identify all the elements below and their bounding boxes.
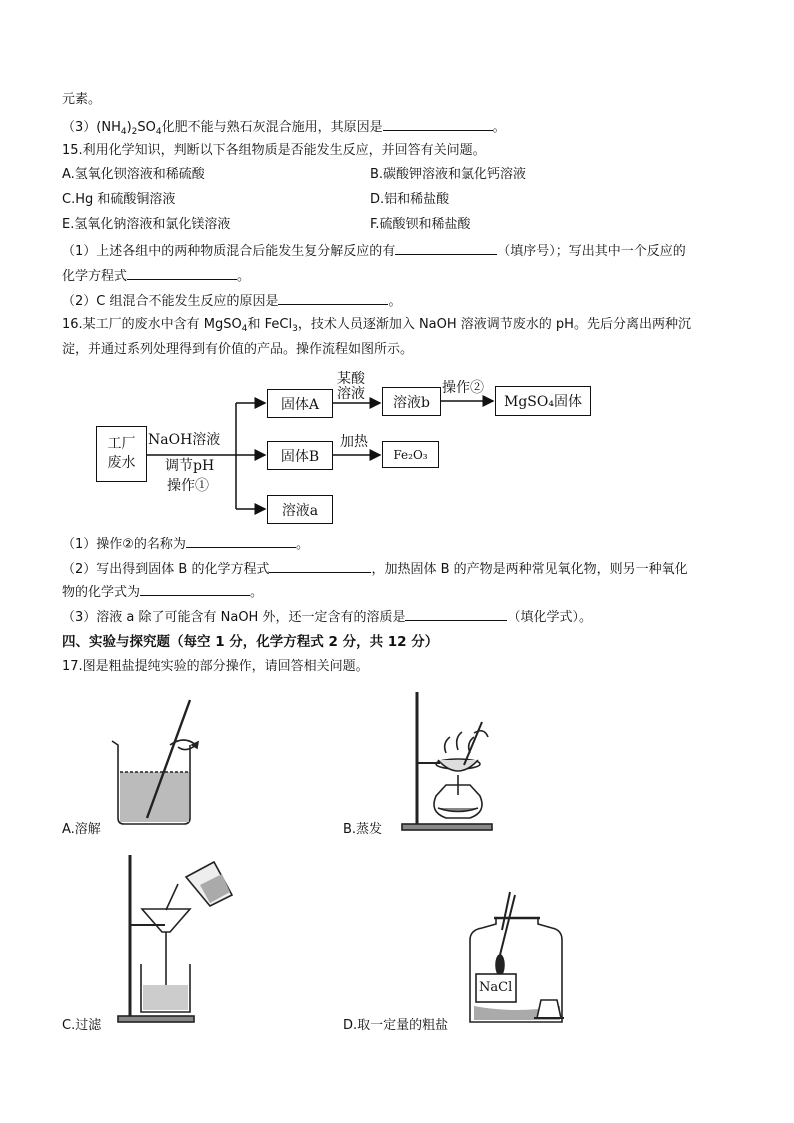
question-16-cont: 淀，并通过系列处理得到有价值的产品。操作流程如图所示。 (62, 342, 414, 357)
option-d: D.铝和稀盐酸 (370, 192, 450, 207)
mgso4-solid-box: MgSO₄固体 (495, 386, 591, 416)
operation-2-label: 操作② (442, 380, 484, 396)
question-15-2: （2）C 组混合不能发生反应的原因是 。 (62, 291, 402, 311)
heat-label: 加热 (340, 434, 368, 450)
operation-1-label: 操作① (167, 478, 209, 494)
option-b: B.碳酸钾溶液和氯化钙溶液 (370, 167, 527, 182)
acid-label-2: 溶液 (337, 386, 365, 402)
question-14-3: $(3)(NH_4)_2SO_4$化肥不能与熟石灰混合施用，其原因是 。 (62, 117, 506, 141)
naoh-label: NaOH溶液 (148, 432, 221, 448)
question-16: 16.某工厂的废水中含有 MgSO$_4$和 FeCl$_3$，技术人员逐渐加入 NaOH 溶液调节废水的 pH。先后分离出两种沉 (62, 317, 691, 334)
filtration-figure (118, 855, 232, 1022)
figure-a-label: A.溶解 (62, 822, 101, 837)
question-16-2: （2）写出得到固体 B 的化学方程式 ，加热固体 B 的产物是两种常见氧化物，则另一种氧化 (62, 559, 688, 579)
fe2o3-box: Fe₂O₃ (382, 441, 439, 468)
question-16-1: （1）操作②的名称为 。 (62, 534, 309, 554)
adjust-ph-label: 调节pH (165, 458, 215, 474)
option-c: C.Hg 和硫酸铜溶液 (62, 192, 176, 207)
acid-label-1: 某酸 (337, 371, 365, 387)
question-15-1: （1）上述各组中的两种物质混合后能发生复分解反应的有 （填序号）；写出其中一个反应的 (62, 241, 686, 261)
figure-d-label: D.取一定量的粗盐 (343, 1018, 449, 1033)
solution-a-box: 溶液a (267, 495, 333, 524)
question-16-3: （3）溶液 a 除了可能含有 NaOH 外，还一定含有的溶质是 （填化学式）。 (62, 607, 592, 627)
section-4-heading: 四、实验与探究题（每空 1 分，化学方程式 2 分，共 12 分） (62, 634, 439, 650)
text-line: 元素。 (62, 92, 102, 107)
bottle-label-nacl: NaCl (479, 980, 513, 995)
option-f: F.硫酸钡和稀盐酸 (370, 217, 471, 232)
evaporation-figure (402, 692, 492, 830)
question-15-1-cont: 化学方程式 。 (62, 266, 250, 286)
question-17: 17.图是粗盐提纯实验的部分操作，请回答相关问题。 (62, 659, 369, 674)
question-16-2-cont: 物的化学式为 。 (62, 582, 263, 602)
waste-water-box: 工厂 废水 (96, 426, 147, 482)
option-a: A.氢氧化钡溶液和稀硫酸 (62, 167, 205, 182)
option-e: E.氢氧化钠溶液和氯化镁溶液 (62, 217, 231, 232)
figure-b-label: B.蒸发 (343, 822, 383, 837)
question-15: 15.利用化学知识，判断以下各组物质是否能发生反应，并回答有关问题。 (62, 143, 486, 158)
reagent-bottle-figure (470, 892, 564, 1022)
solid-b-box: 固体B (267, 441, 333, 470)
solid-a-box: 固体A (267, 389, 333, 418)
figure-c-label: C.过滤 (62, 1018, 102, 1033)
dissolving-figure (112, 700, 198, 824)
solution-b-box: 溶液b (382, 387, 441, 416)
